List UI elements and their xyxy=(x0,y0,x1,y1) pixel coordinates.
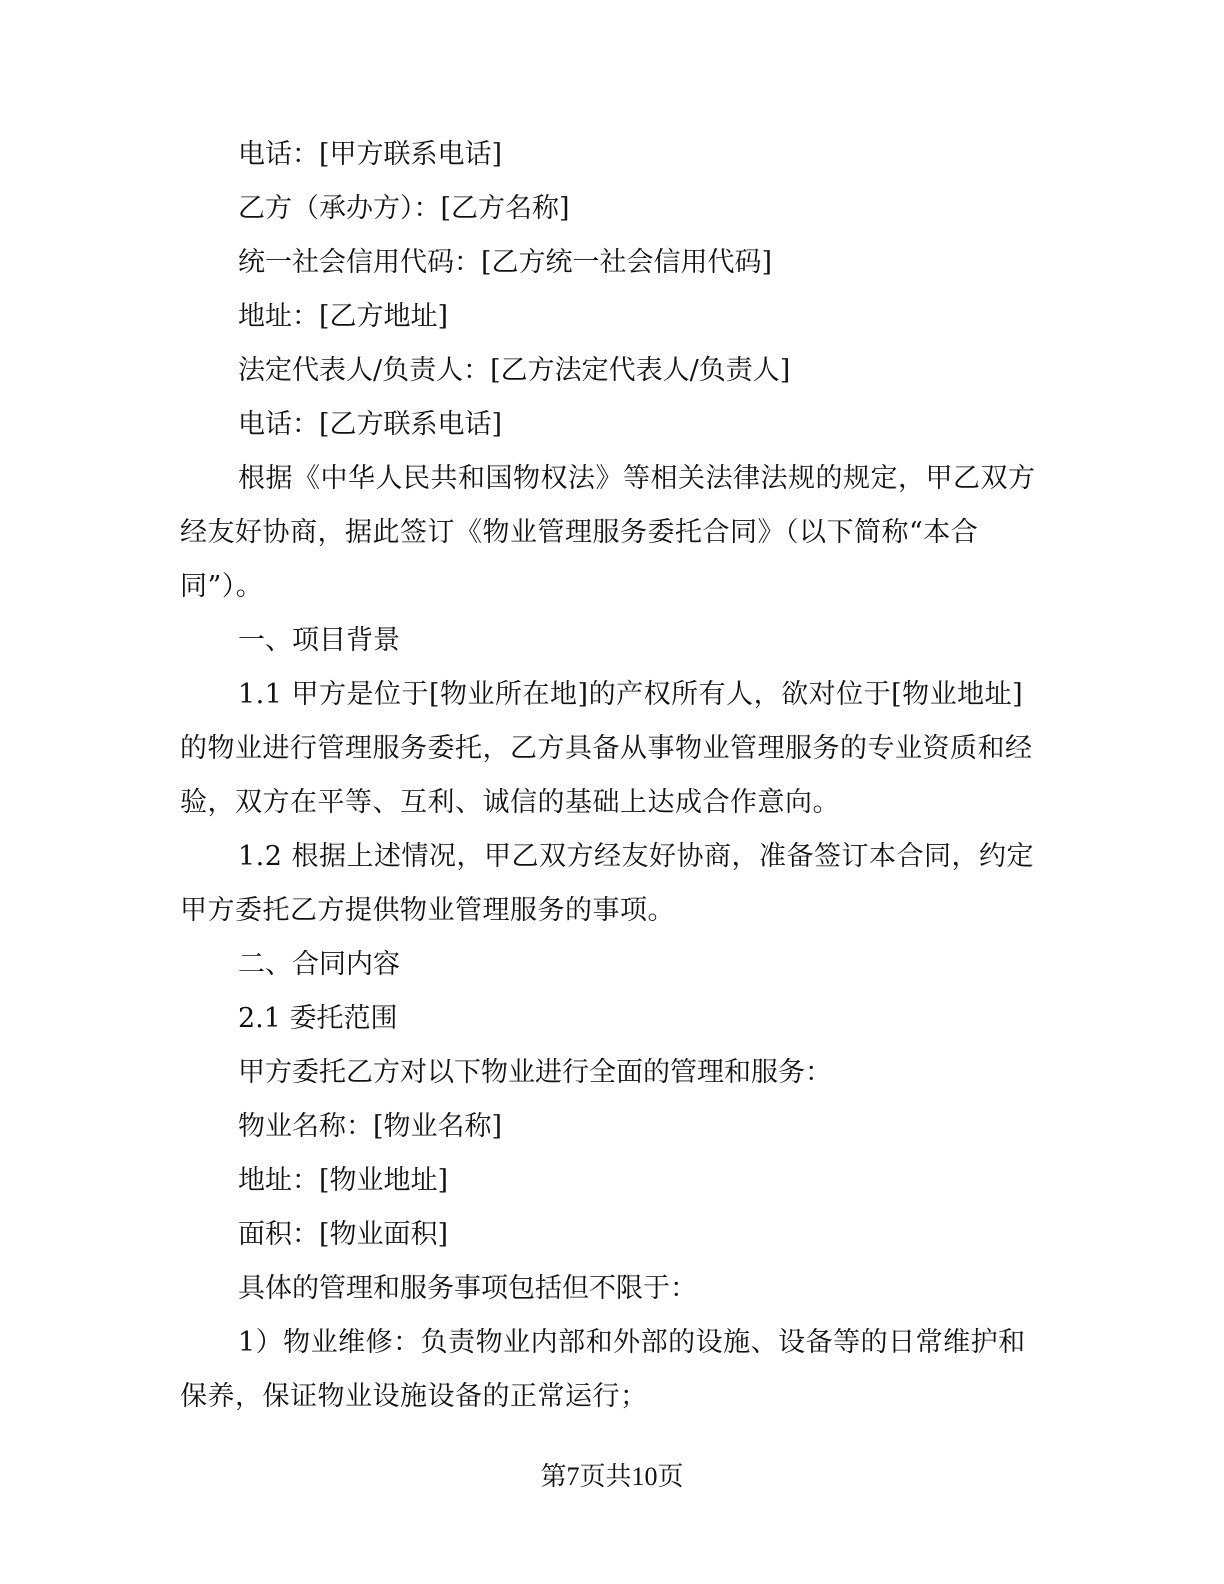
scope-intro: 甲方委托乙方对以下物业进行全面的管理和服务： xyxy=(238,1057,832,1088)
party-b-representative-line: 法定代表人/负责人：[乙方法定代表人/负责人] xyxy=(238,355,791,386)
property-address-line: 地址：[物业地址] xyxy=(238,1165,449,1196)
clause-2-1-title: 2.1 委托范围 xyxy=(238,1003,398,1034)
section-2-title: 二、合同内容 xyxy=(238,949,400,980)
document-body xyxy=(180,128,1050,1424)
section-1-title: 一、项目背景 xyxy=(238,625,400,656)
clause-1-1: 1.1 甲方是位于[物业所在地]的产权所有人，欲对位于[物业地址]的物业进行管理服务委托，乙方具备从事物业管理服务的专业资质和经验，双方在平等、互利、诚信的基础上达成合作意向。 xyxy=(180,679,1033,818)
property-area-line: 面积：[物业面积] xyxy=(238,1219,449,1250)
service-item-1: 1）物业维修：负责物业内部和外部的设施、设备等的日常维护和保养，保证物业设施设备的正常运行； xyxy=(180,1327,1026,1412)
party-b-name-line: 乙方（承办方）：[乙方名称] xyxy=(238,193,570,224)
party-a-phone-line: 电话：[甲方联系电话] xyxy=(238,139,503,170)
property-name-line: 物业名称：[物业名称] xyxy=(238,1111,503,1142)
clause-1-2: 1.2 根据上述情况，甲乙双方经友好协商，准备签订本合同，约定甲方委托乙方提供物业管理服务的事项。 xyxy=(180,841,1035,926)
page-number-footer: 第7页共10页 xyxy=(540,1462,684,1491)
party-b-credit-code-line: 统一社会信用代码：[乙方统一社会信用代码] xyxy=(238,247,773,278)
services-intro: 具体的管理和服务事项包括但不限于： xyxy=(238,1273,697,1304)
intro-paragraph: 根据《中华人民共和国物权法》等相关法律法规的规定，甲乙双方经友好协商，据此签订《物业管理服务委托合同》（以下简称“本合同”）。 xyxy=(180,463,1036,602)
party-b-phone-line: 电话：[乙方联系电话] xyxy=(238,409,503,440)
party-b-address-line: 地址：[乙方地址] xyxy=(238,301,449,332)
